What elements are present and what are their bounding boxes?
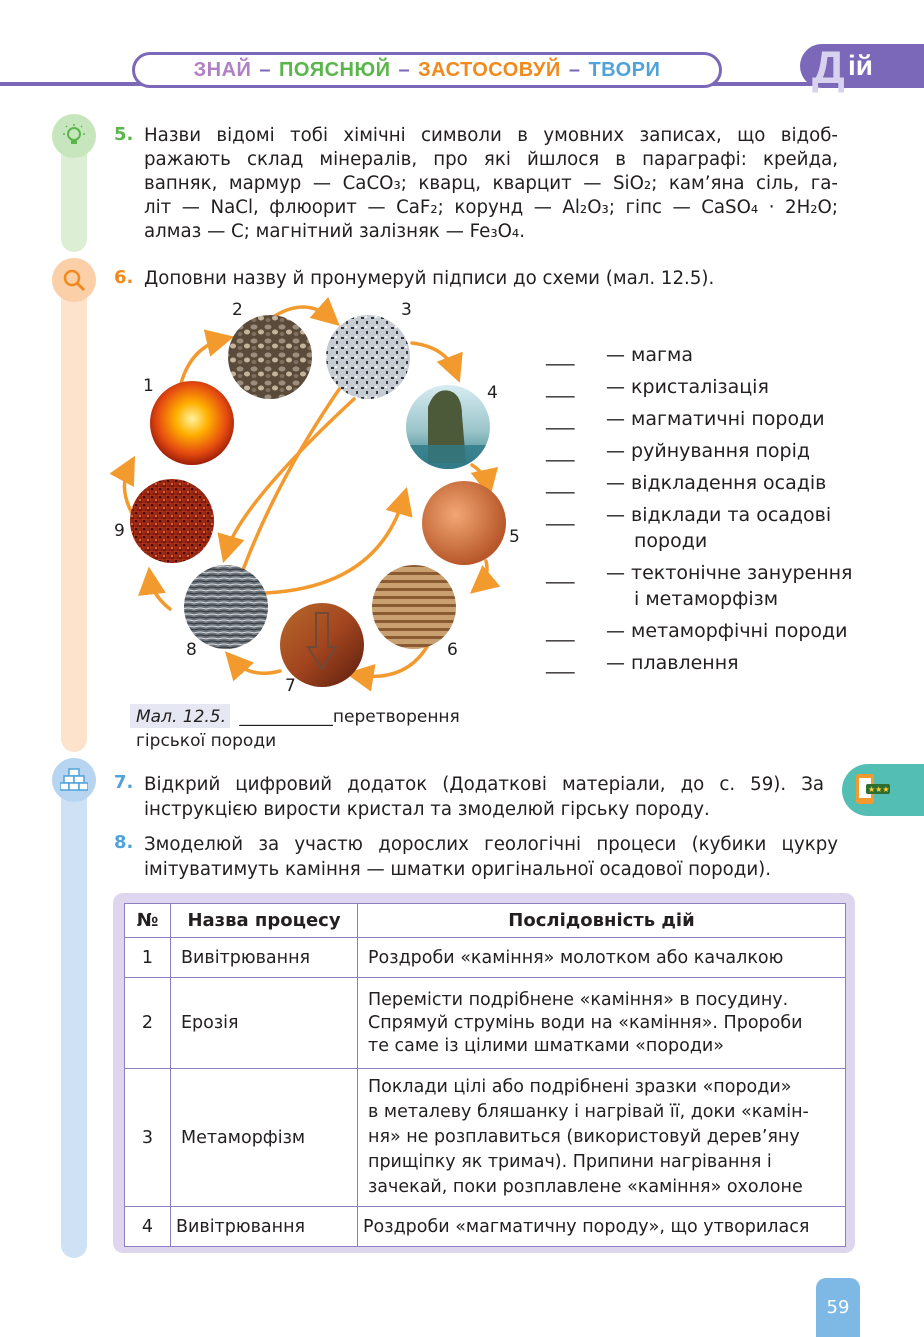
diagram-label-5: 5 (509, 527, 520, 547)
orange-side-bar (61, 262, 87, 752)
legend-item (546, 374, 856, 400)
legend-item (546, 470, 856, 496)
svg-text:★★★: ★★★ (868, 785, 890, 794)
diagram-label-8: 8 (186, 640, 197, 660)
row-number: 3 (125, 1069, 171, 1207)
task-6-number: 6. (114, 267, 134, 288)
step-line: в металеву бляшанку і нагрівай її, доки «камін- (368, 1102, 809, 1122)
row-number: 4 (125, 1207, 171, 1247)
caption-blank[interactable]: ___________ (239, 707, 333, 727)
step-line: Поклади цілі або подрібнені зразки «породи» (368, 1077, 792, 1097)
schist-image (184, 565, 268, 649)
magma-image (150, 381, 234, 465)
table-header-row (125, 904, 846, 938)
step-line: Роздроби «каміння» молотком або качалкою (368, 947, 784, 968)
caption-label: Мал. 12.5. (136, 707, 227, 727)
legend-text: — тектонічне занурення (606, 562, 853, 584)
task-8-text (144, 832, 838, 882)
number-blank[interactable]: ___ (546, 620, 575, 642)
number-blank[interactable]: ___ (546, 440, 575, 462)
task-7-line: інструкцією вирости кристал та змоделюй гірську породу. (144, 799, 710, 820)
step-line: Спрямуй струмінь води на «каміння». Пророби (368, 1012, 803, 1033)
legend-text: — магматичні породи (606, 408, 825, 430)
step-line: прищіпку як тримач). Припини нагрівання і (368, 1152, 772, 1172)
table-row (125, 1207, 846, 1247)
task-8-number: 8. (114, 832, 134, 853)
volcanic-rock-image (130, 479, 214, 563)
rock-cycle-diagram (110, 295, 530, 715)
strata-image (372, 565, 456, 649)
legend-item (546, 650, 856, 676)
legend-text: — магма (606, 344, 693, 366)
legend-item (546, 406, 856, 432)
step-line: зачекай, поки розплавлене «каміння» охолоне (368, 1177, 803, 1197)
number-blank[interactable]: ___ (546, 504, 575, 526)
column-header-steps: Послідовність дій (358, 904, 846, 938)
legend-text: — відкладення осадів (606, 472, 827, 494)
diagram-label-1: 1 (143, 376, 154, 396)
sea-cliff-image (406, 385, 490, 471)
step-line: Перемісти подрібнене «каміння» в посудину. (368, 989, 789, 1010)
legend-item (546, 560, 856, 612)
blocks-icon (52, 758, 96, 802)
task-5-line: ражають склад мінералів, про які йшлося в параграфі: крейда, (144, 149, 838, 170)
step-line: те саме із цілими шматками «породи» (368, 1035, 725, 1056)
column-header-process: Назва процесу (171, 904, 358, 938)
motto-explain: ПОЯСНЮЙ (279, 58, 391, 81)
motto-create: ТВОРИ (588, 58, 661, 81)
row-steps (358, 938, 846, 978)
legend-text: — кристалізація (606, 376, 769, 398)
row-steps (358, 978, 846, 1069)
granite-image (326, 315, 410, 399)
legend-item (546, 438, 856, 464)
row-steps (358, 1069, 846, 1207)
table-row (125, 938, 846, 978)
section-tab-text: ій (848, 50, 873, 81)
task-7-line: Відкрий цифровий додаток (Додаткові матеріали, до с. 59). За (144, 774, 824, 795)
legend-item (546, 618, 856, 644)
page-number: 59 (816, 1278, 860, 1337)
pebbles-image (228, 315, 312, 399)
row-number: 1 (125, 938, 171, 978)
process-table (124, 903, 846, 1247)
task-5-line: літ — NaCl, флюорит — CaF₂; корунд — Al₂O₃; гіпс — CaSO₄ · 2H₂O; (144, 197, 838, 218)
legend-item (546, 342, 856, 368)
number-blank[interactable]: ___ (546, 472, 575, 494)
motto-separator: – (259, 58, 272, 81)
task-8-line: імітуватимуть каміння — шматки оригінальної осадової породи). (144, 859, 772, 880)
legend-text: — плавлення (606, 652, 739, 674)
blue-side-bar (61, 762, 87, 1258)
legend-text: — руйнування порід (606, 440, 811, 462)
number-blank[interactable]: ___ (546, 652, 575, 674)
table-row (125, 978, 846, 1069)
row-process-name: Ерозія (171, 978, 358, 1069)
task-7-number: 7. (114, 772, 134, 793)
step-line: ня» не розплавиться (використовуй дерев’яну (368, 1127, 800, 1147)
magnifier-icon (52, 258, 96, 302)
task-5-line: алмаз — C; магнітний залізняк — Fe₃O₄. (144, 221, 526, 242)
number-blank[interactable]: ___ (546, 562, 575, 584)
diagram-label-7: 7 (285, 676, 296, 696)
task-5-line: Назви відомі тобі хімічні символи в умовних записах, що відоб- (144, 125, 838, 146)
diagram-label-6: 6 (447, 640, 458, 660)
figure-caption (136, 705, 460, 753)
task-5-text (144, 124, 838, 244)
header-motto (132, 52, 722, 88)
number-blank[interactable]: ___ (546, 376, 575, 398)
digital-app-tab[interactable] (842, 764, 924, 816)
task-7-text (144, 772, 824, 822)
row-number: 2 (125, 978, 171, 1069)
table-row (125, 1069, 846, 1207)
step-line: Роздроби «магматичну породу», що утворилася (363, 1216, 810, 1237)
legend-item (546, 502, 856, 554)
motto-separator: – (568, 58, 581, 81)
phone-stars-icon (854, 772, 892, 808)
legend-text: — відклади та осадові (606, 504, 832, 526)
row-process-name: Вивітрювання (171, 1207, 358, 1247)
column-header-number: № (125, 904, 171, 938)
lightbulb-icon (52, 114, 96, 158)
legend-text-continued: і метаморфізм (634, 588, 779, 610)
legend-text: — метаморфічні породи (606, 620, 848, 642)
caption-title-continued: гірської породи (136, 731, 277, 751)
section-tab-letter: Д (812, 41, 845, 93)
diagram-label-3: 3 (401, 300, 412, 320)
motto-separator: – (398, 58, 411, 81)
task-5-number: 5. (114, 124, 134, 145)
sandstone-image (422, 481, 506, 565)
diagram-label-2: 2 (232, 300, 243, 320)
motto-apply: ЗАСТОСОВУЙ (418, 58, 561, 81)
section-tab-act (800, 41, 924, 93)
row-steps (358, 1207, 846, 1247)
diagram-label-9: 9 (114, 521, 125, 541)
motto-know: ЗНАЙ (193, 58, 252, 81)
diagram-label-4: 4 (487, 383, 498, 403)
task-8-line: Змоделюй за участю дорослих геологічні процеси (кубики цукру (144, 834, 838, 855)
caption-title: перетворення (332, 707, 460, 727)
task-5-line: вапняк, мармур — CaCO₃; кварц, кварцит — SiO₂; кам’яна сіль, га- (144, 173, 838, 194)
number-blank[interactable]: ___ (546, 344, 575, 366)
row-process-name: Метаморфізм (171, 1069, 358, 1207)
diagram-legend (546, 342, 856, 682)
task-6-text: Доповни назву й пронумеруй підписи до схеми (мал. 12.5). (144, 268, 715, 289)
number-blank[interactable]: ___ (546, 408, 575, 430)
legend-text-continued: породи (634, 530, 708, 552)
canyon-image (280, 603, 364, 687)
row-process-name: Вивітрювання (171, 938, 358, 978)
